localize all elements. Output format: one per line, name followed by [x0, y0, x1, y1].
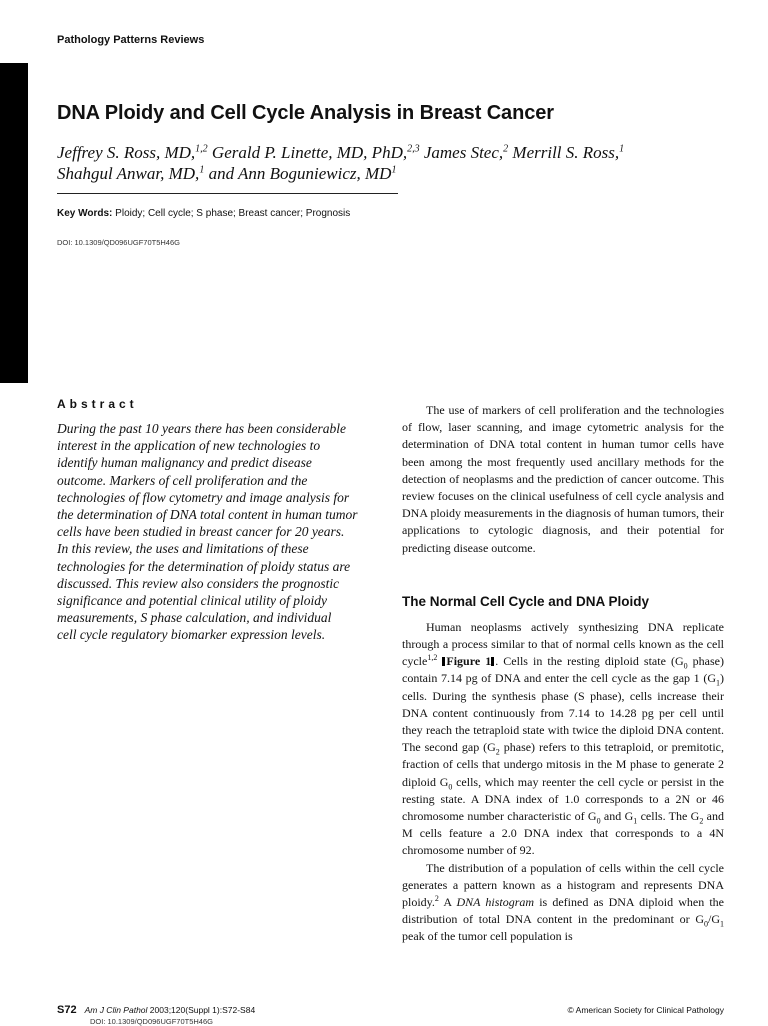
citation-ref: 1,2	[427, 653, 438, 663]
text-run: /G	[708, 912, 720, 927]
abstract-line: technologies of flow cytometry and image analysis for	[57, 489, 350, 505]
abstract-heading: Abstract	[57, 397, 138, 411]
text-run: and M cells feature a 2.0 DNA index that corresponds to a 4N chromosome number of 92.	[402, 809, 724, 858]
copyright-notice: © American Society for Clinical Pathology	[567, 1005, 724, 1015]
body-column	[402, 402, 724, 946]
footer-doi: DOI: 10.1309/QD096UGF70T5H46G	[90, 1017, 213, 1026]
subscript: 1	[720, 919, 724, 929]
abstract-line: In this review, the uses and limitations of these	[57, 541, 309, 557]
author-name: Merrill S. Ross,	[512, 143, 620, 162]
author-affiliation: 1	[199, 164, 205, 176]
page-number: S72	[57, 1004, 77, 1016]
keywords-text: Ploidy; Cell cycle; S phase; Breast cancer; Prognosis	[115, 208, 351, 219]
author-name: Jeffrey S. Ross, MD,	[57, 143, 196, 162]
subscript: 0	[596, 816, 601, 826]
subscript: 1	[633, 816, 638, 826]
author-affiliation: 1	[391, 164, 397, 176]
text-run: ) cells. During the synthesis phase (S phase), cells increase their DNA content continuously from 7.14 to 14.28 pg per cell until they reach the tetraploid state with twice the diploid DNA content. The second gap (G	[402, 671, 724, 755]
text-run: A	[438, 895, 457, 910]
body-paragraph	[402, 860, 724, 946]
author-affiliation: 1	[619, 143, 625, 155]
figure-marker-icon	[442, 657, 445, 666]
subscript: 2	[699, 816, 704, 826]
abstract-line: cell cycle regulatory biomarker expression levels.	[57, 627, 326, 643]
text-run: cells, which may reenter the cell cycle or persist in the resting state. A DNA index of 1.0 corresponds to a 2N or 46 chromosome number characteristic of G	[402, 774, 724, 824]
journal-section-label: Pathology Patterns Reviews	[57, 34, 205, 46]
abstract-line: discussed. This review also considers the prognostic	[57, 575, 340, 591]
page-footer	[57, 1004, 724, 1026]
keywords	[57, 208, 350, 219]
title-divider	[57, 193, 398, 194]
figure-marker-icon	[491, 657, 494, 666]
subscript: 0	[704, 919, 708, 929]
figure-reference[interactable]: Figure 1	[446, 654, 492, 669]
keywords-label: Key Words:	[57, 208, 113, 219]
text-run: phase) contain 7.14 pg of DNA and enter the cell cycle as the gap 1 (G	[402, 654, 725, 686]
author-name: James Stec,	[423, 143, 504, 162]
author-name: Gerald P. Linette, MD, PhD,	[211, 143, 408, 162]
citation-ref: 2	[434, 894, 439, 904]
abstract-line: technologies for the determination of ploidy status are	[57, 558, 351, 574]
body-paragraph	[402, 619, 724, 860]
article-doi: DOI: 10.1309/QD096UGF70T5H46G	[57, 238, 180, 247]
author-list	[57, 142, 677, 184]
abstract-body	[57, 420, 379, 644]
intro-paragraph: The use of markers of cell proliferation and the technologies of flow, laser scanning, and image cytometric analysis for the determination of DNA total content in human tumor cells have been among the most frequently used ancillary methods for the detection of neoplasms and the prediction of cancer outcome. This review focuses on the clinical usefulness of cell cycle analysis and DNA ploidy measurements in the diagnosis of human tumors, their applications to cytologic diagnosis, and their potential for predicting disease outcome.	[402, 403, 724, 555]
subscript: 1	[716, 678, 720, 688]
abstract-line: interest in the application of new technologies to	[57, 438, 321, 454]
abstract-line: During the past 10 years there has been considerable	[57, 421, 346, 436]
defined-term: DNA histogram	[456, 895, 535, 910]
abstract-line: identify human malignancy and predict disease	[57, 455, 312, 471]
section-heading: The Normal Cell Cycle and DNA Ploidy	[402, 593, 650, 609]
subscript: 0	[683, 661, 688, 671]
text-run: The distribution of a population of cells within the cell cycle generates a pattern known as a histogram and represents DNA ploidy.	[402, 860, 724, 910]
author-name: and Ann Boguniewicz, MD	[208, 164, 392, 183]
author-affiliation: 2,3	[407, 143, 420, 155]
article-title: DNA Ploidy and Cell Cycle Analysis in Breast Cancer	[57, 102, 554, 124]
abstract-line: cells have been studied in breast cancer for 20 years.	[57, 524, 345, 540]
author-affiliation: 2	[503, 143, 509, 155]
author-affiliation: 1,2	[195, 143, 208, 155]
subscript: 0	[448, 782, 453, 792]
abstract-line: the determination of DNA total content in human tumor	[57, 507, 358, 523]
journal-citation: Am J Clin Pathol	[84, 1005, 148, 1015]
text-run: . Cells in the resting diploid state (G	[495, 654, 684, 669]
journal-citation-details: 2003;120(Suppl 1):S72-S84	[147, 1005, 256, 1015]
text-run: peak of the tumor cell population is	[402, 929, 573, 944]
text-run: phase) refers to this tetraploid, or premitotic, fraction of cells that undergo mitosis in the M phase to generate 2 diploid G	[402, 740, 724, 789]
text-run: and G	[600, 809, 634, 824]
subscript: 2	[495, 747, 500, 757]
text-run: Human neoplasms actively synthesizing DNA replicate through a process similar to that of normal cells known as the cell cycle	[402, 619, 724, 669]
abstract-line: significance and potential clinical utility of ploidy	[57, 593, 327, 609]
abstract-line: outcome. Markers of cell proliferation and the	[57, 472, 308, 488]
text-run: cells. The G	[637, 809, 700, 824]
side-black-bar	[0, 63, 28, 383]
text-run: is defined as DNA diploid when the distribution of total DNA content in the predominant or G	[402, 895, 724, 927]
abstract-line: measurements, S phase calculation, and individual	[57, 610, 332, 626]
author-name: Shahgul Anwar, MD,	[57, 164, 200, 183]
